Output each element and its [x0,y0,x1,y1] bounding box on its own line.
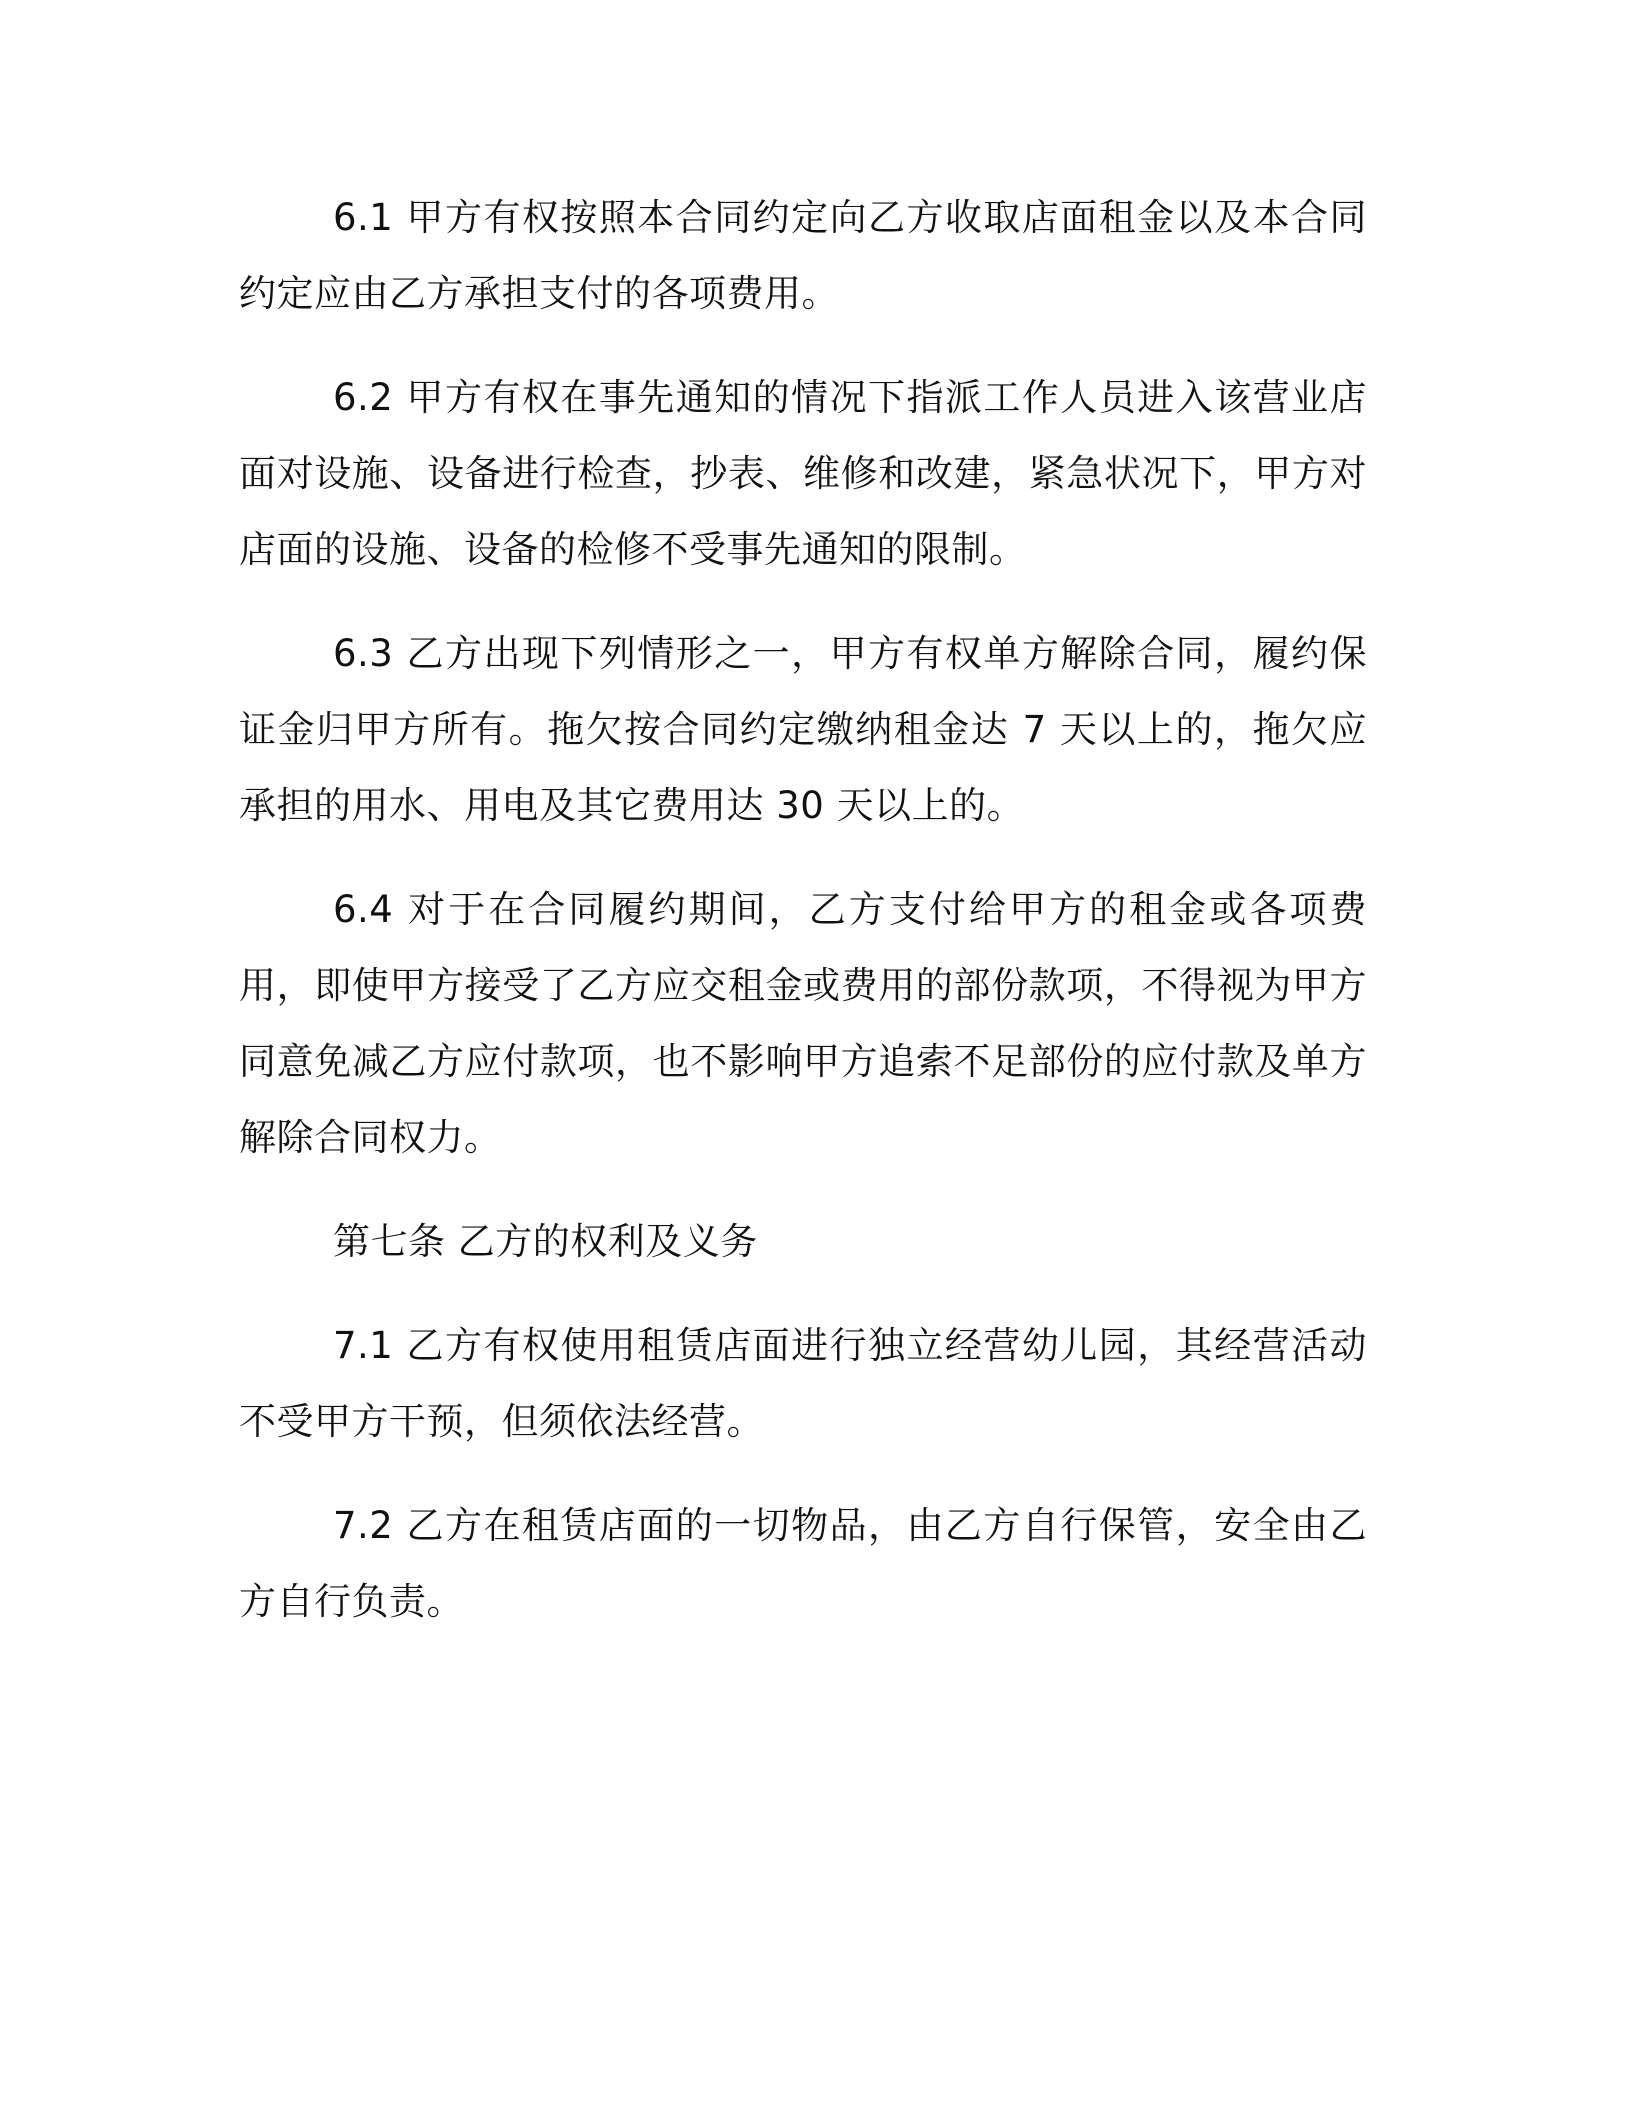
section-heading-article-7: 第七条 乙方的权利及义务 [333,1220,758,1263]
document-body [239,180,1367,1668]
clause-7-2: 7.2 乙方在租赁店面的一切物品，由乙方自行保管，安全由乙方自行负责。 [239,1504,1367,1623]
clause-6-1: 6.1 甲方有权按照本合同约定向乙方收取店面租金以及本合同约定应由乙方承担支付的各项费用。 [239,196,1367,315]
clause-7-1: 7.1 乙方有权使用租赁店面进行独立经营幼儿园，其经营活动不受甲方干预，但须依法经营。 [239,1324,1367,1443]
clause-6-4: 6.4 对于在合同履约期间，乙方支付给甲方的租金或各项费用，即使甲方接受了乙方应交租金或费用的部份款项，不得视为甲方同意免减乙方应付款项，也不影响甲方追索不足部份的应付款及单方解除合同权力。 [239,888,1367,1159]
clause-6-3: 6.3 乙方出现下列情形之一，甲方有权单方解除合同，履约保证金归甲方所有。拖欠按合同约定缴纳租金达 7 天以上的，拖欠应承担的用水、用电及其它费用达 30 天以上的。 [239,632,1367,827]
clause-6-2: 6.2 甲方有权在事先通知的情况下指派工作人员进入该营业店面对设施、设备进行检查，抄表、维修和改建，紧急状况下，甲方对店面的设施、设备的检修不受事先通知的限制。 [239,376,1367,571]
